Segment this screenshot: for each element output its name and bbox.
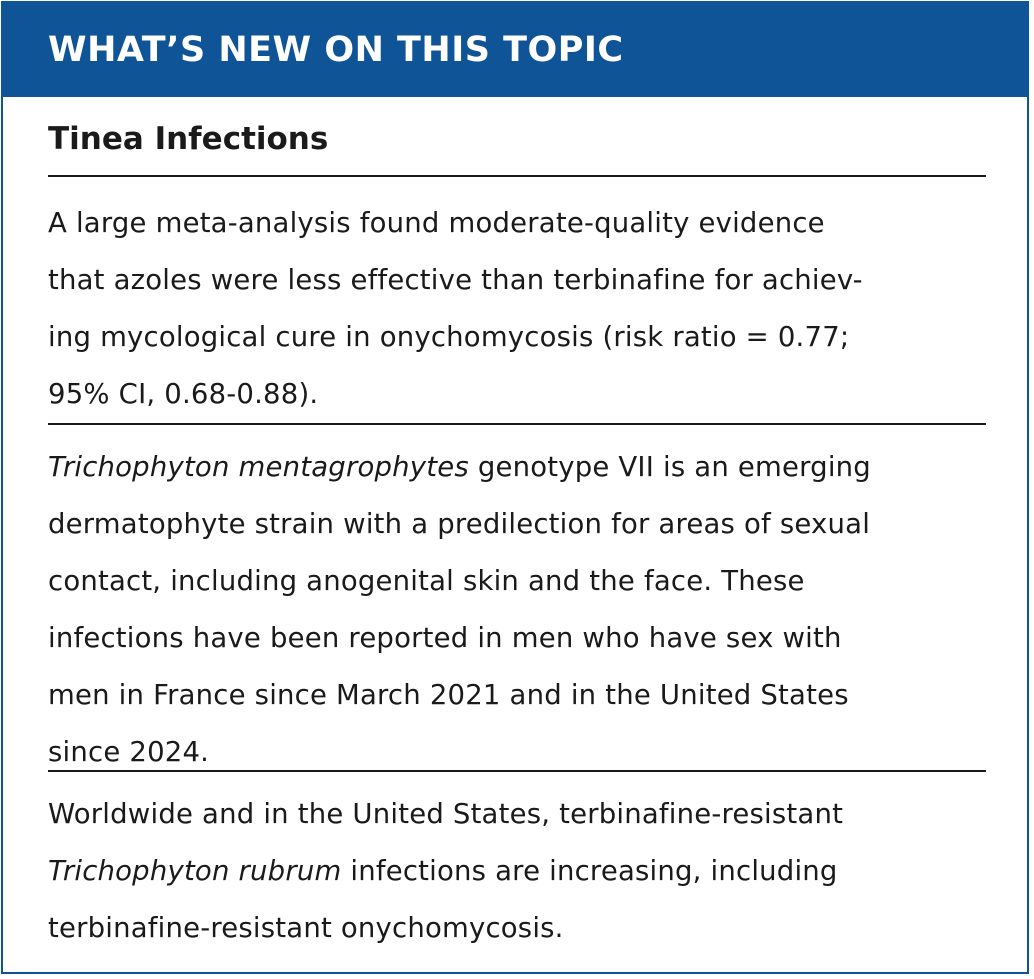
item-1-line-4: 95% CI, 0.68-0.88). [48,378,319,410]
item-2-line-4: infections have been reported in men who have sex with [48,622,842,654]
box-header: WHAT’S NEW ON THIS TOPIC [3,3,1027,97]
item-3-line-2 [48,843,986,900]
item-3-line-2-rest: infections are increasing, including [341,855,838,887]
item-1-line-3: ing mycological cure in onychomycosis (risk ratio = 0.77; [48,321,850,353]
item-2-line-5: men in France since March 2021 and in the United States [48,679,849,711]
species-name: Trichophyton mentagrophytes [48,451,469,483]
item-3-line-3: terbinafine-resistant onychomycosis. [48,912,564,944]
species-name: Trichophyton rubrum [48,855,342,887]
news-item-terbinafine-resistance [48,772,986,957]
topic-title: Tinea Infections [48,119,986,177]
box-content [3,119,1027,957]
whats-new-box [1,1,1029,974]
item-1-line-2: that azoles were less effective than terbinafine for achiev- [48,264,863,296]
item-2-line-1 [48,439,986,496]
news-item-genotype-vii [48,425,986,772]
item-3-line-1: Worldwide and in the United States, terbinafine-resistant [48,798,844,830]
item-2-line-6: since 2024. [48,736,210,768]
news-item-meta-analysis [48,177,986,425]
item-2-line-2: dermatophyte strain with a predilection for areas of sexual [48,508,871,540]
item-2-line-1-rest: genotype VII is an emerging [468,451,871,483]
item-1-line-1: A large meta-analysis found moderate-quality evidence [48,207,825,239]
item-2-line-3: contact, including anogenital skin and the face. These [48,565,805,597]
